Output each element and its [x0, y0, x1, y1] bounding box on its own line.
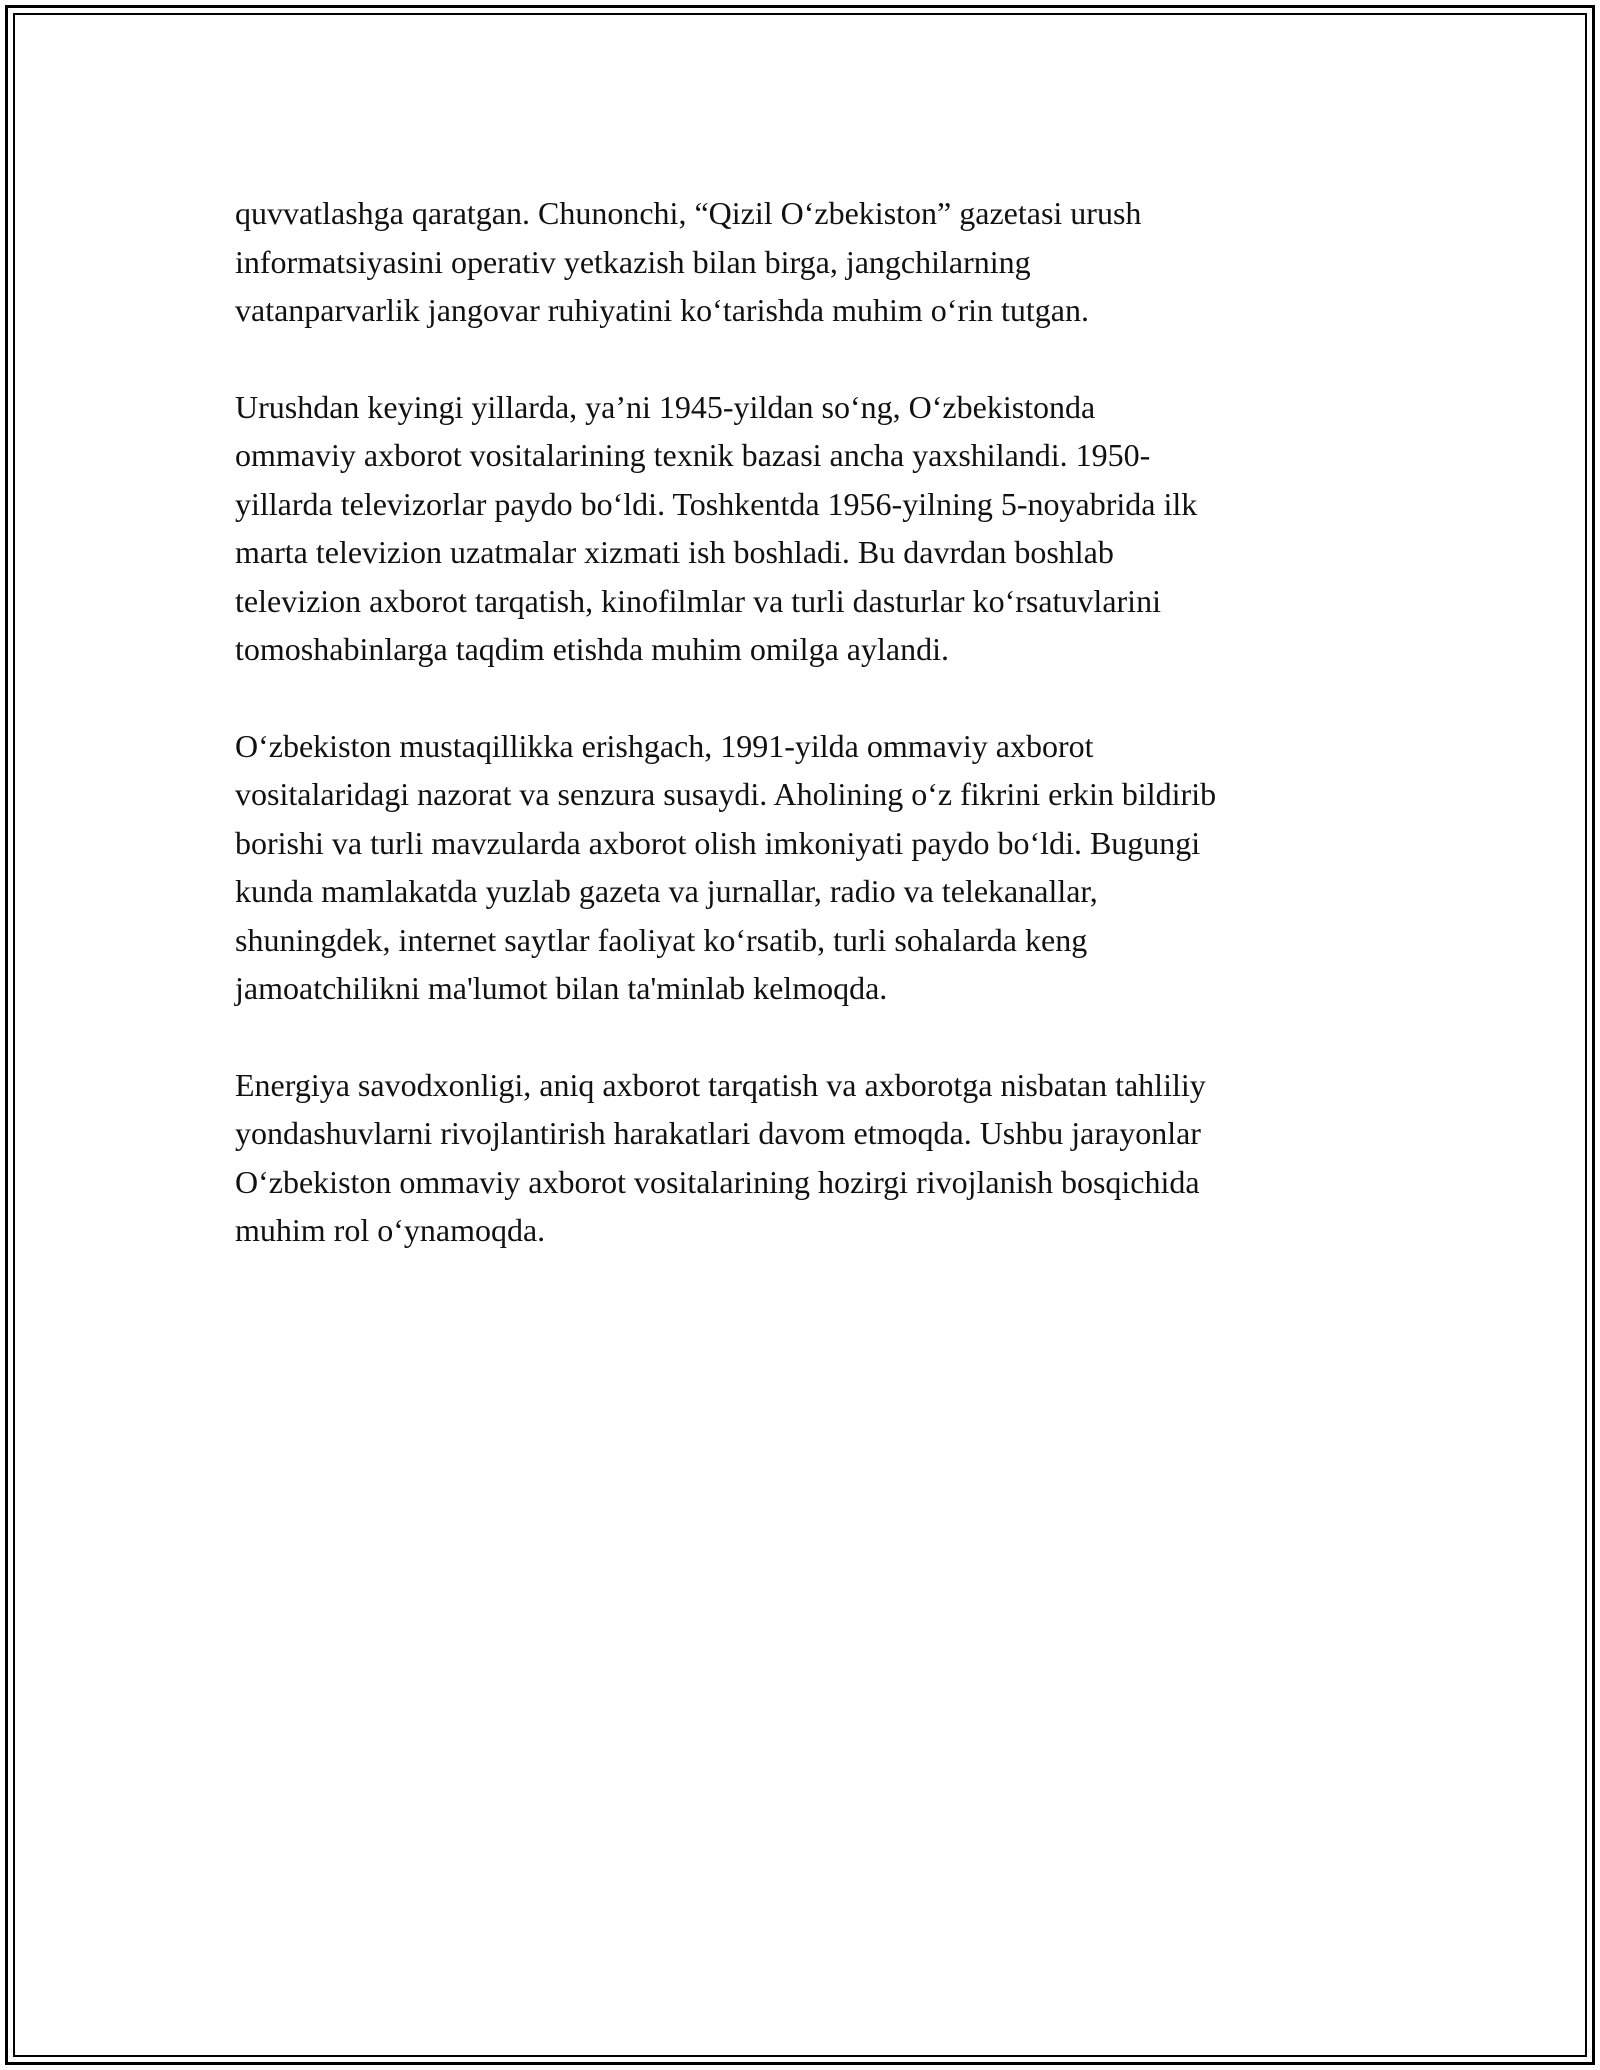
paragraph-3: O‘zbekiston mustaqillikka erishgach, 1991-yilda ommaviy axborot vositalaridagi nazorat va senzura susaydi. Aholining o‘z fikrini erkin bildirib borishi va turli mavzularda axborot olish imkoniyati paydo bo‘ldi. Bugungi kunda mamlakatda yuzlab gazeta va jurnallar, radio va telekanallar, shuningdek, internet saytlar faoliyat ko‘rsatib, turli sohalarda keng jamoatchilikni ma'lumot bilan ta'minlab kelmoqda.	[235, 727, 1217, 1006]
paragraph-2: Urushdan keyingi yillarda, ya’ni 1945-yildan so‘ng, O‘zbekistonda ommaviy axborot vositalarining texnik bazasi ancha yaxshilandi. 1950- yillarda televizorlar paydo bo‘ldi. Toshkentda 1956-yilning 5-noyabrida ilk marta televizion uzatmalar xizmati ish boshladi. Bu davrdan boshlab televizion axborot tarqatish, kinofilmlar va turli dasturlar ko‘rsatuvlarini tomoshabinlarga taqdim etishda muhim omilga aylandi.	[235, 388, 1198, 667]
document-body	[235, 189, 1385, 1255]
paragraph-1: quvvatlashga qaratgan. Chunonchi, “Qizil O‘zbekiston” gazetasi urush informatsiyasini operativ yetkazish bilan birga, jangchilarning vatanparvarlik jangovar ruhiyatini ko‘tarishda muhim o‘rin tutgan.	[235, 195, 1142, 328]
paragraph-4: Energiya savodxonligi, aniq axborot tarqatish va axborotga nisbatan tahliliy yondashuvlarni rivojlantirish harakatlari davom etmoqda. Ushbu jarayonlar O‘zbekiston ommaviy axborot vositalarining hozirgi rivojlanish bosqichida muhim rol o‘ynamoqda.	[235, 1066, 1206, 1248]
